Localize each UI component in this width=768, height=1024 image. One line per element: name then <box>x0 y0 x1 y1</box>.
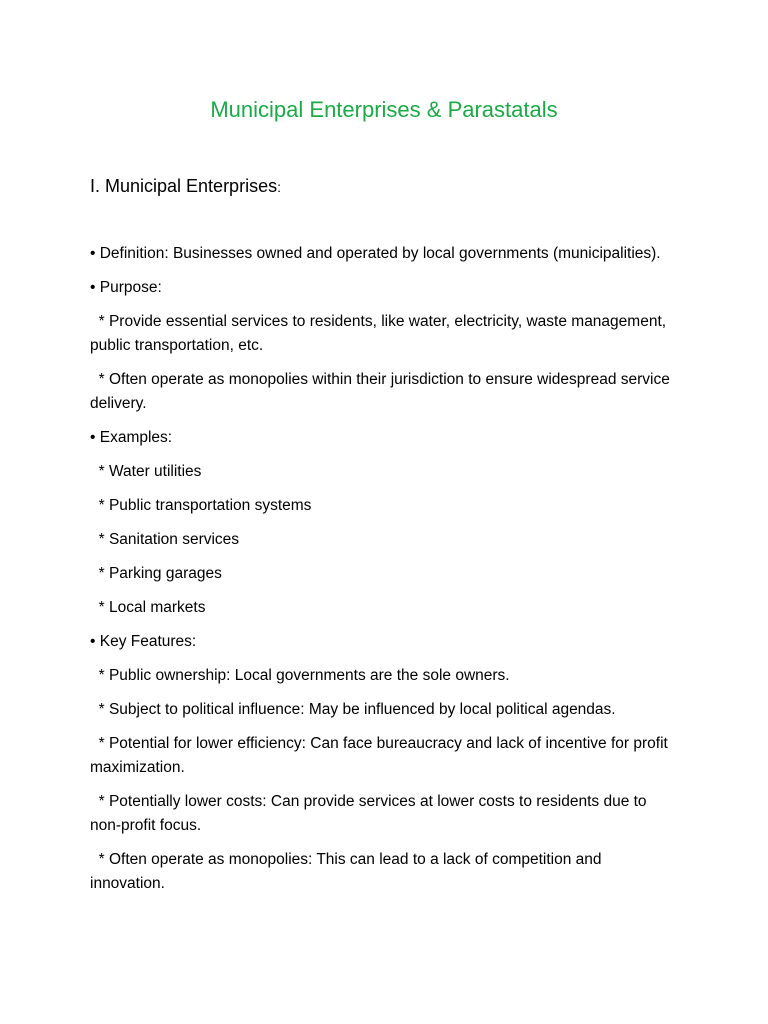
paragraph-purpose-item: * Often operate as monopolies within their jurisdiction to ensure widespread service delivery. <box>90 371 675 412</box>
paragraph-example-item: * Local markets <box>90 599 206 616</box>
body-text <box>90 242 680 906</box>
paragraph-purpose: • Purpose: <box>90 279 162 296</box>
paragraph-example-item: * Water utilities <box>90 463 202 480</box>
section-heading-colon: : <box>277 179 281 195</box>
paragraph-feature-item: * Potentially lower costs: Can provide services at lower costs to residents due to non-profit focus. <box>90 793 651 834</box>
paragraph-feature-item: * Often operate as monopolies: This can lead to a lack of competition and innovation. <box>90 851 606 892</box>
section-heading <box>90 172 281 201</box>
paragraph-example-item: * Parking garages <box>90 565 222 582</box>
paragraph-example-item: * Public transportation systems <box>90 497 312 514</box>
paragraph-feature-item: * Potential for lower efficiency: Can face bureaucracy and lack of incentive for profit maximization. <box>90 735 673 776</box>
paragraph-example-item: * Sanitation services <box>90 531 240 548</box>
paragraph-key-features: • Key Features: <box>90 633 197 650</box>
paragraph-feature-item: * Subject to political influence: May be influenced by local political agendas. <box>90 701 616 718</box>
paragraph-feature-item: * Public ownership: Local governments are the sole owners. <box>90 667 510 684</box>
section-heading-text: I. Municipal Enterprises <box>90 176 278 196</box>
paragraph-definition: • Definition: Businesses owned and operated by local governments (municipalities). <box>90 245 661 262</box>
paragraph-examples: • Examples: <box>90 429 173 446</box>
document-title: Municipal Enterprises & Parastatals <box>210 97 558 122</box>
paragraph-purpose-item: * Provide essential services to residents, like water, electricity, waste management, public transportation, etc. <box>90 313 671 354</box>
